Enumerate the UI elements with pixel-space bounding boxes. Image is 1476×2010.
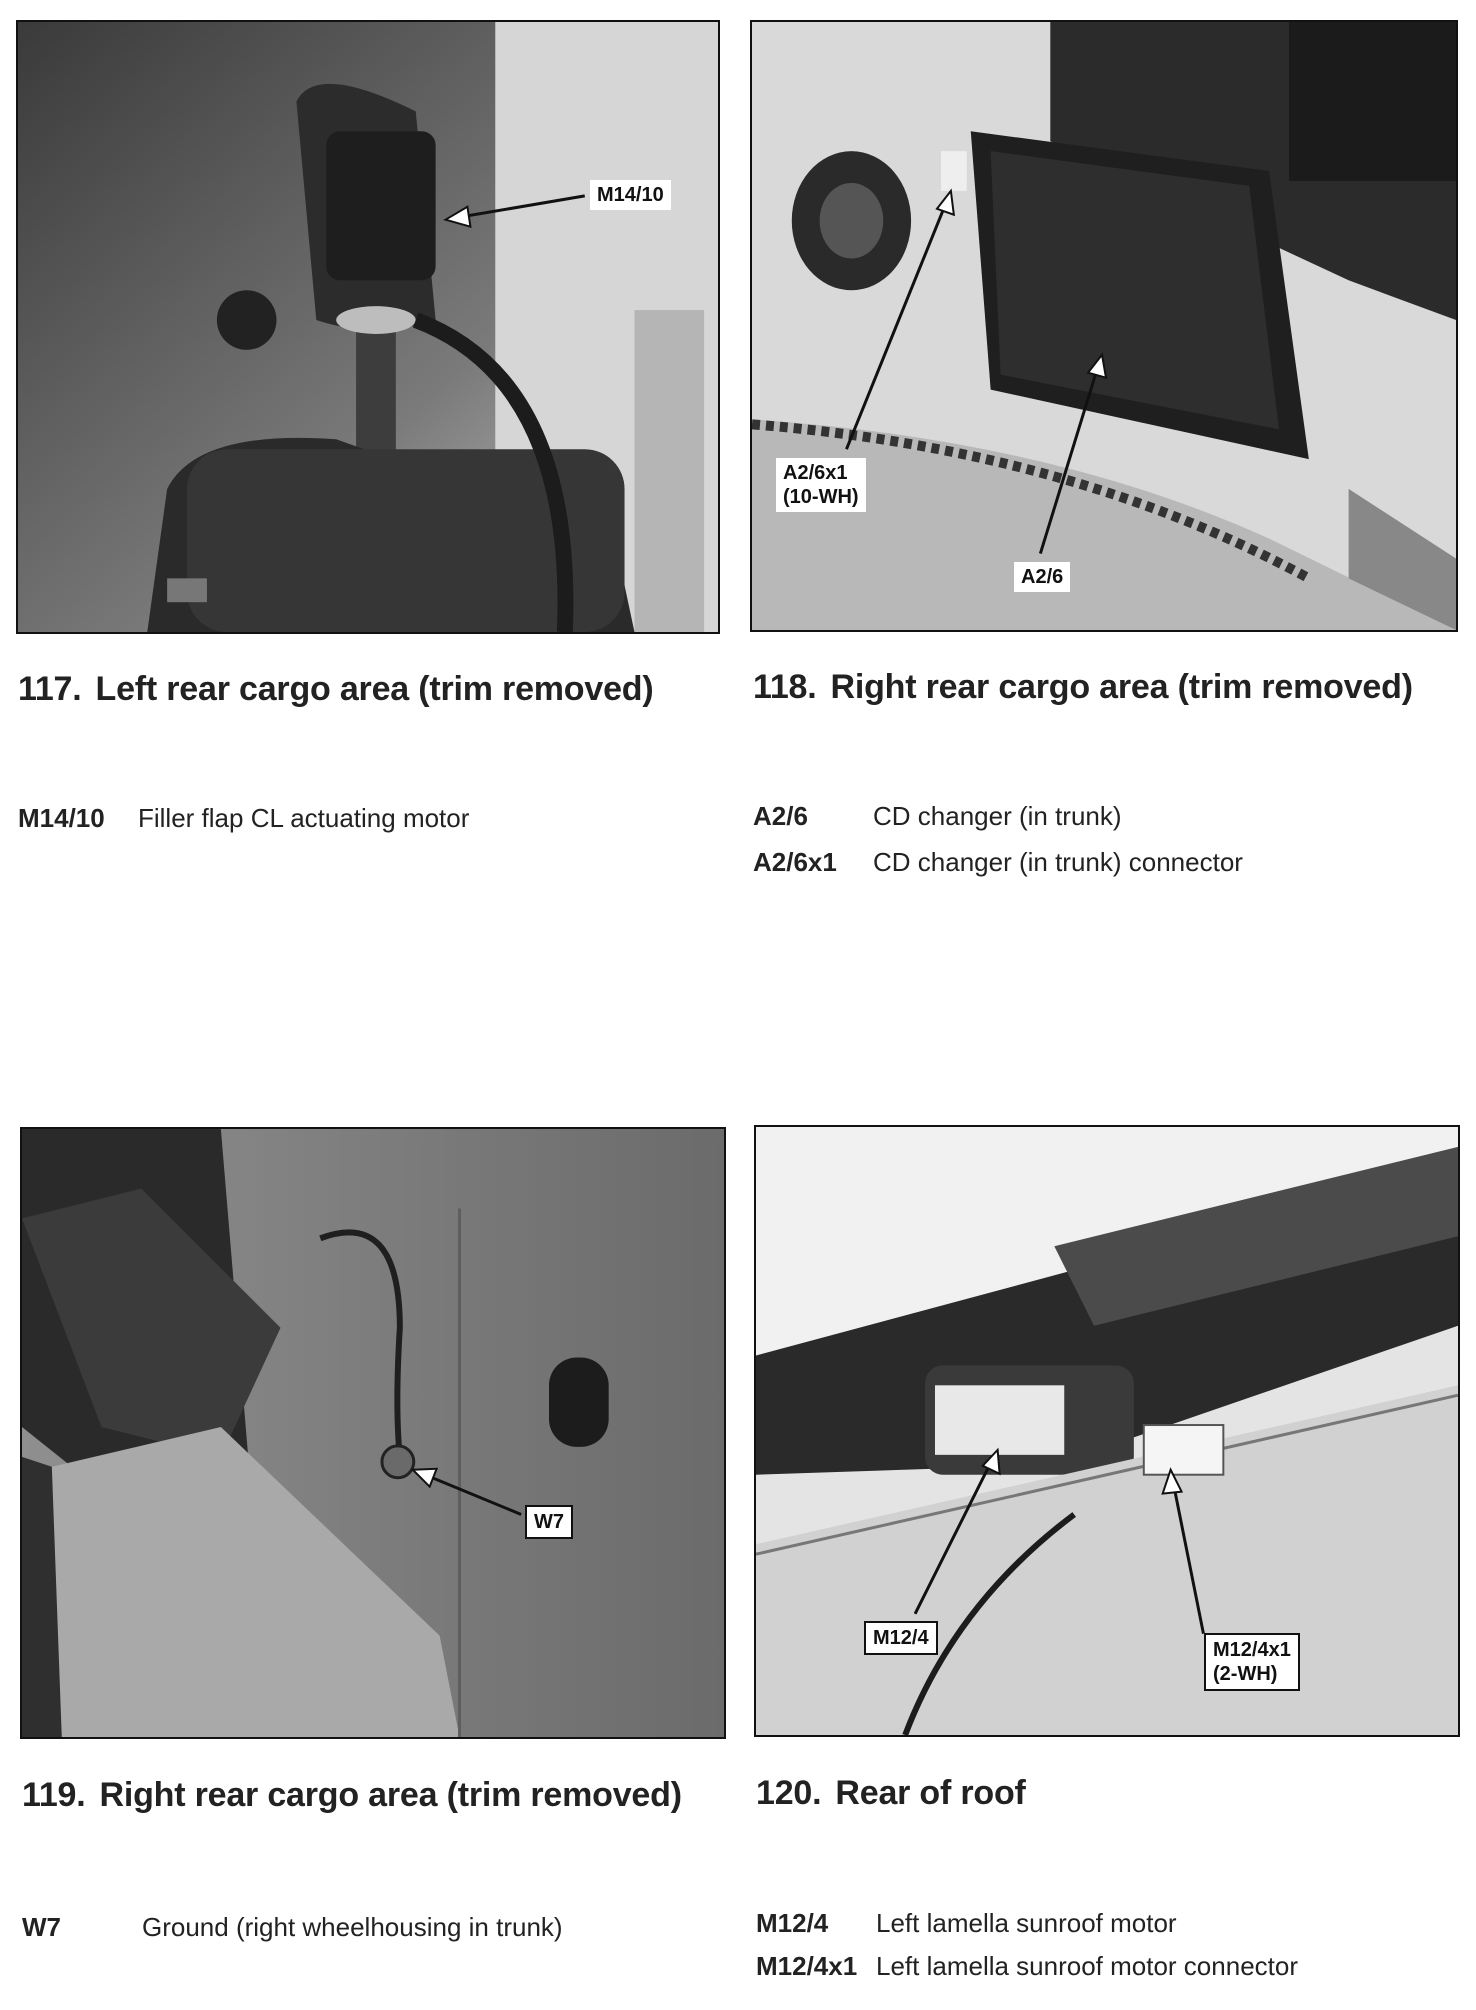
legend-118 bbox=[753, 793, 1243, 885]
caption-118-number: 118. bbox=[753, 668, 817, 706]
legend-119-row bbox=[22, 1904, 563, 1950]
legend-119 bbox=[22, 1904, 563, 1950]
legend-120 bbox=[756, 1900, 1298, 1986]
legend-desc: Left lamella sunroof motor bbox=[876, 1907, 1177, 1938]
legend-code: A2/6 bbox=[753, 800, 808, 831]
caption-117 bbox=[18, 670, 654, 709]
photo-117-image bbox=[18, 22, 718, 632]
legend-117 bbox=[18, 795, 469, 841]
photo-120-image bbox=[756, 1127, 1458, 1735]
photo-118 bbox=[750, 20, 1458, 632]
caption-117-title: Left rear cargo area (trim removed) bbox=[95, 670, 654, 708]
legend-118-row bbox=[753, 839, 1243, 885]
legend-code: M12/4 bbox=[756, 1907, 829, 1938]
legend-desc: CD changer (in trunk) connector bbox=[873, 846, 1243, 877]
photo-119 bbox=[20, 1127, 726, 1739]
photo-119-image bbox=[22, 1129, 724, 1737]
caption-120-title: Rear of roof bbox=[835, 1774, 1026, 1812]
legend-desc: Ground (right wheelhousing in trunk) bbox=[142, 1911, 563, 1942]
photo-117 bbox=[16, 20, 720, 634]
caption-119-title: Right rear cargo area (trim removed) bbox=[99, 1776, 682, 1814]
caption-118 bbox=[753, 668, 1413, 707]
legend-desc: Filler flap CL actuating motor bbox=[138, 802, 470, 833]
callout-m14-10: M14/10 bbox=[590, 180, 671, 210]
legend-120-row bbox=[756, 1946, 1298, 1986]
callout-m12-4x1: M12/4x1 (2-WH) bbox=[1204, 1633, 1300, 1691]
legend-code: W7 bbox=[22, 1911, 61, 1942]
callout-w7: W7 bbox=[525, 1505, 573, 1539]
callout-a2-6x1: A2/6x1 (10-WH) bbox=[776, 458, 866, 512]
caption-118-title: Right rear cargo area (trim removed) bbox=[830, 668, 1413, 706]
legend-desc: Left lamella sunroof motor connector bbox=[876, 1950, 1298, 1981]
legend-code: A2/6x1 bbox=[753, 846, 837, 877]
caption-120-number: 120. bbox=[756, 1774, 822, 1812]
legend-117-row bbox=[18, 795, 469, 841]
callout-m12-4: M12/4 bbox=[864, 1621, 938, 1655]
caption-119 bbox=[22, 1776, 682, 1815]
photo-118-image bbox=[752, 22, 1456, 630]
caption-120 bbox=[756, 1774, 1026, 1813]
legend-118-row bbox=[753, 793, 1243, 839]
photo-120 bbox=[754, 1125, 1460, 1737]
legend-code: M12/4x1 bbox=[756, 1950, 858, 1981]
caption-119-number: 119. bbox=[22, 1776, 86, 1814]
legend-desc: CD changer (in trunk) bbox=[873, 800, 1122, 831]
caption-117-number: 117. bbox=[18, 670, 82, 708]
callout-a2-6: A2/6 bbox=[1014, 562, 1070, 592]
legend-120-row bbox=[756, 1900, 1298, 1946]
legend-code: M14/10 bbox=[18, 802, 105, 833]
